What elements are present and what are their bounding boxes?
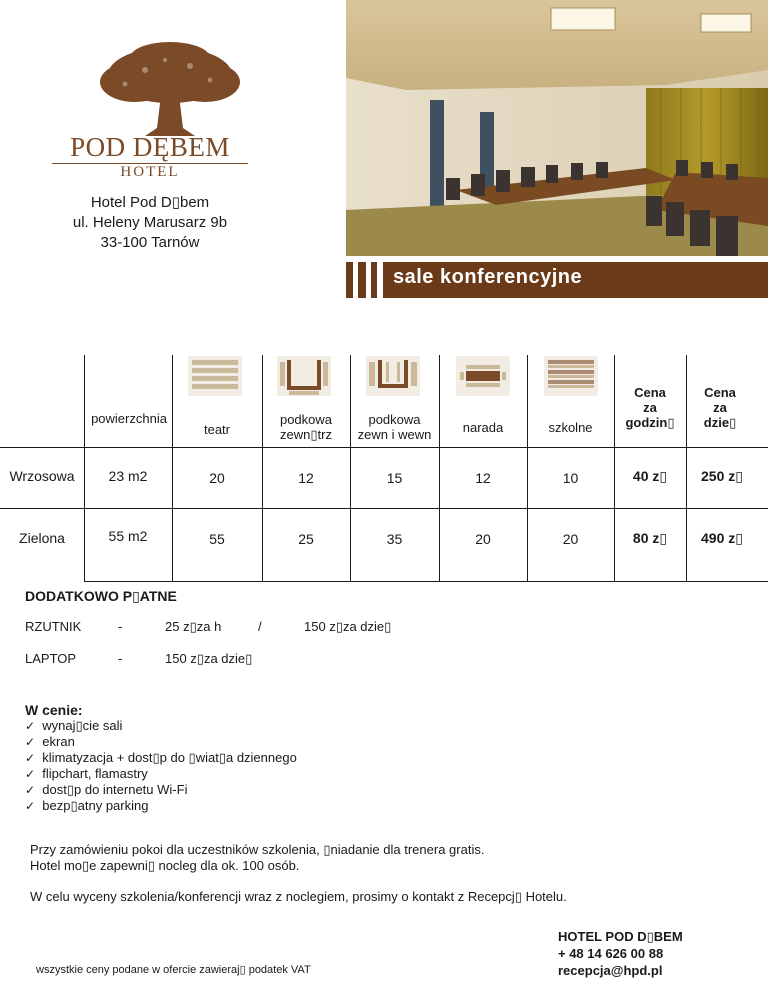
row-podkowa-zewnatrz: 12 [298,470,314,486]
header-price-hour-line2: za [643,400,657,415]
list-item [25,718,297,734]
row-narada: 20 [475,531,491,547]
row-area: 55 m2 [108,528,148,544]
table-hline [0,508,768,509]
layout-szkolne-icon [544,356,598,396]
logo-subtitle: HOTEL [120,164,180,180]
conference-room-photo [346,0,768,256]
table-vline [350,355,351,581]
layout-teatr-icon [188,356,242,396]
banner-stripe-2 [358,262,366,298]
header-podkowa-zewnatrz [262,412,350,442]
list-item-label: ekran [42,734,75,749]
header-teatr: teatr [203,422,230,437]
row-price-hour: 80 z▯ [632,530,668,546]
row-price-day: 490 z▯ [701,530,743,546]
table-hline [0,447,768,448]
table-vline [172,355,173,581]
list-item-label: wynaj▯cie sali [42,718,123,733]
header-price-day [686,385,754,430]
row-name: Wrzosowa [9,468,75,484]
row-name: Zielona [19,530,65,546]
contact-name: HOTEL POD D▯BEM [558,929,683,944]
header-podkowa-zewn-wewn-line1: podkowa [368,412,421,427]
row-teatr: 55 [209,531,225,547]
extra-item-price-hour: 25 z▯za h [165,619,222,634]
address-line-2: ul. Heleny Marusarz 9b [72,214,228,231]
header-podkowa-zewn-wewn-line2: zewn i wewn [357,427,432,442]
row-narada: 12 [475,470,491,486]
extra-item-dash: - [118,651,123,666]
row-szkolne: 20 [562,531,579,547]
header-price-hour-line3: godzin▯ [625,415,675,430]
list-item [25,750,297,766]
note-accommodation: Hotel mo▯e zapewni▯ nocleg dla ok. 100 osób. [30,858,300,873]
oak-tree-logo-icon [95,40,245,140]
header-area: powierzchnia [91,411,167,426]
header-price-hour [614,385,686,430]
extras-title: DODATKOWO P▯ATNE [25,588,177,604]
included-list [25,718,297,814]
banner-title: sale konferencyjne [393,266,583,288]
header-price-day-line1: Cena [704,385,736,400]
extra-item-price-day: 150 z▯za dzie▯ [165,651,253,666]
layout-podkowa-zewnatrz-icon [277,356,331,396]
header-price-day-line3: dzie▯ [703,415,737,430]
list-item-label: flipchart, flamastry [42,766,148,781]
vat-note: wszystkie ceny podane w ofercie zawieraj▯ podatek VAT [36,964,311,976]
check-icon: ✓ [25,799,36,813]
contact-email[interactable]: recepcja@hpd.pl [558,963,663,978]
extra-item-price-day: 150 z▯za dzie▯ [304,619,392,634]
check-icon: ✓ [25,767,36,781]
list-item [25,798,297,814]
row-price-day: 250 z▯ [701,468,743,484]
contact-block [558,928,683,979]
row-podkowa-zewn-wewn: 15 [386,470,403,486]
check-icon: ✓ [25,783,36,797]
extra-item-name: LAPTOP [25,651,77,666]
list-item-label: klimatyzacja + dost▯p do ▯wiat▯a dziennego [42,750,297,765]
layout-podkowa-zewn-wewn-icon [366,356,420,396]
header-price-hour-line1: Cena [634,385,666,400]
header-szkolne: szkolne [548,420,593,435]
header-price-day-line2: za [713,400,727,415]
table-vline [527,355,528,581]
header-podkowa-zewnatrz-line2: zewn▯trz [280,427,332,442]
row-szkolne: 10 [562,470,579,486]
extra-item-name: RZUTNIK [25,619,82,634]
extra-item-slash: / [258,619,262,634]
note-breakfast: Przy zamówieniu pokoi dla uczestników szkolenia, ▯niadanie dla trenera gratis. [30,842,485,857]
header-podkowa-zewnatrz-line1: podkowa [279,412,333,427]
row-podkowa-zewnatrz: 25 [298,531,314,547]
list-item [25,782,297,798]
table-hline [84,581,768,582]
table-vline [439,355,440,581]
extra-item-dash: - [118,619,123,634]
banner-stripe-1 [346,262,353,298]
list-item [25,766,297,782]
note-contact: W celu wyceny szkolenia/konferencji wraz z noclegiem, prosimy o kontakt z Recepcj▯ Hotelu. [30,889,567,904]
banner-stripe-3 [371,262,377,298]
row-price-hour: 40 z▯ [632,468,668,484]
row-teatr: 20 [209,470,225,486]
address-line-3: 33-100 Tarnów [100,234,200,251]
layout-narada-icon [456,356,510,396]
list-item [25,734,297,750]
check-icon: ✓ [25,735,36,749]
included-title: W cenie: [25,702,83,718]
row-podkowa-zewn-wewn: 35 [386,531,403,547]
address-line-1: Hotel Pod D▯bem [90,194,210,211]
list-item-label: dost▯p do internetu Wi-Fi [42,782,188,797]
hotel-address [30,193,270,253]
row-area: 23 m2 [108,468,148,484]
header-podkowa-zewn-wewn [350,412,439,442]
table-vline [262,355,263,581]
logo-name: POD DĘBEM [70,132,230,162]
check-icon: ✓ [25,751,36,765]
contact-phone[interactable]: + 48 14 626 00 88 [558,946,664,961]
header-narada: narada [462,420,504,435]
check-icon: ✓ [25,719,36,733]
list-item-label: bezp▯atny parking [42,798,149,813]
